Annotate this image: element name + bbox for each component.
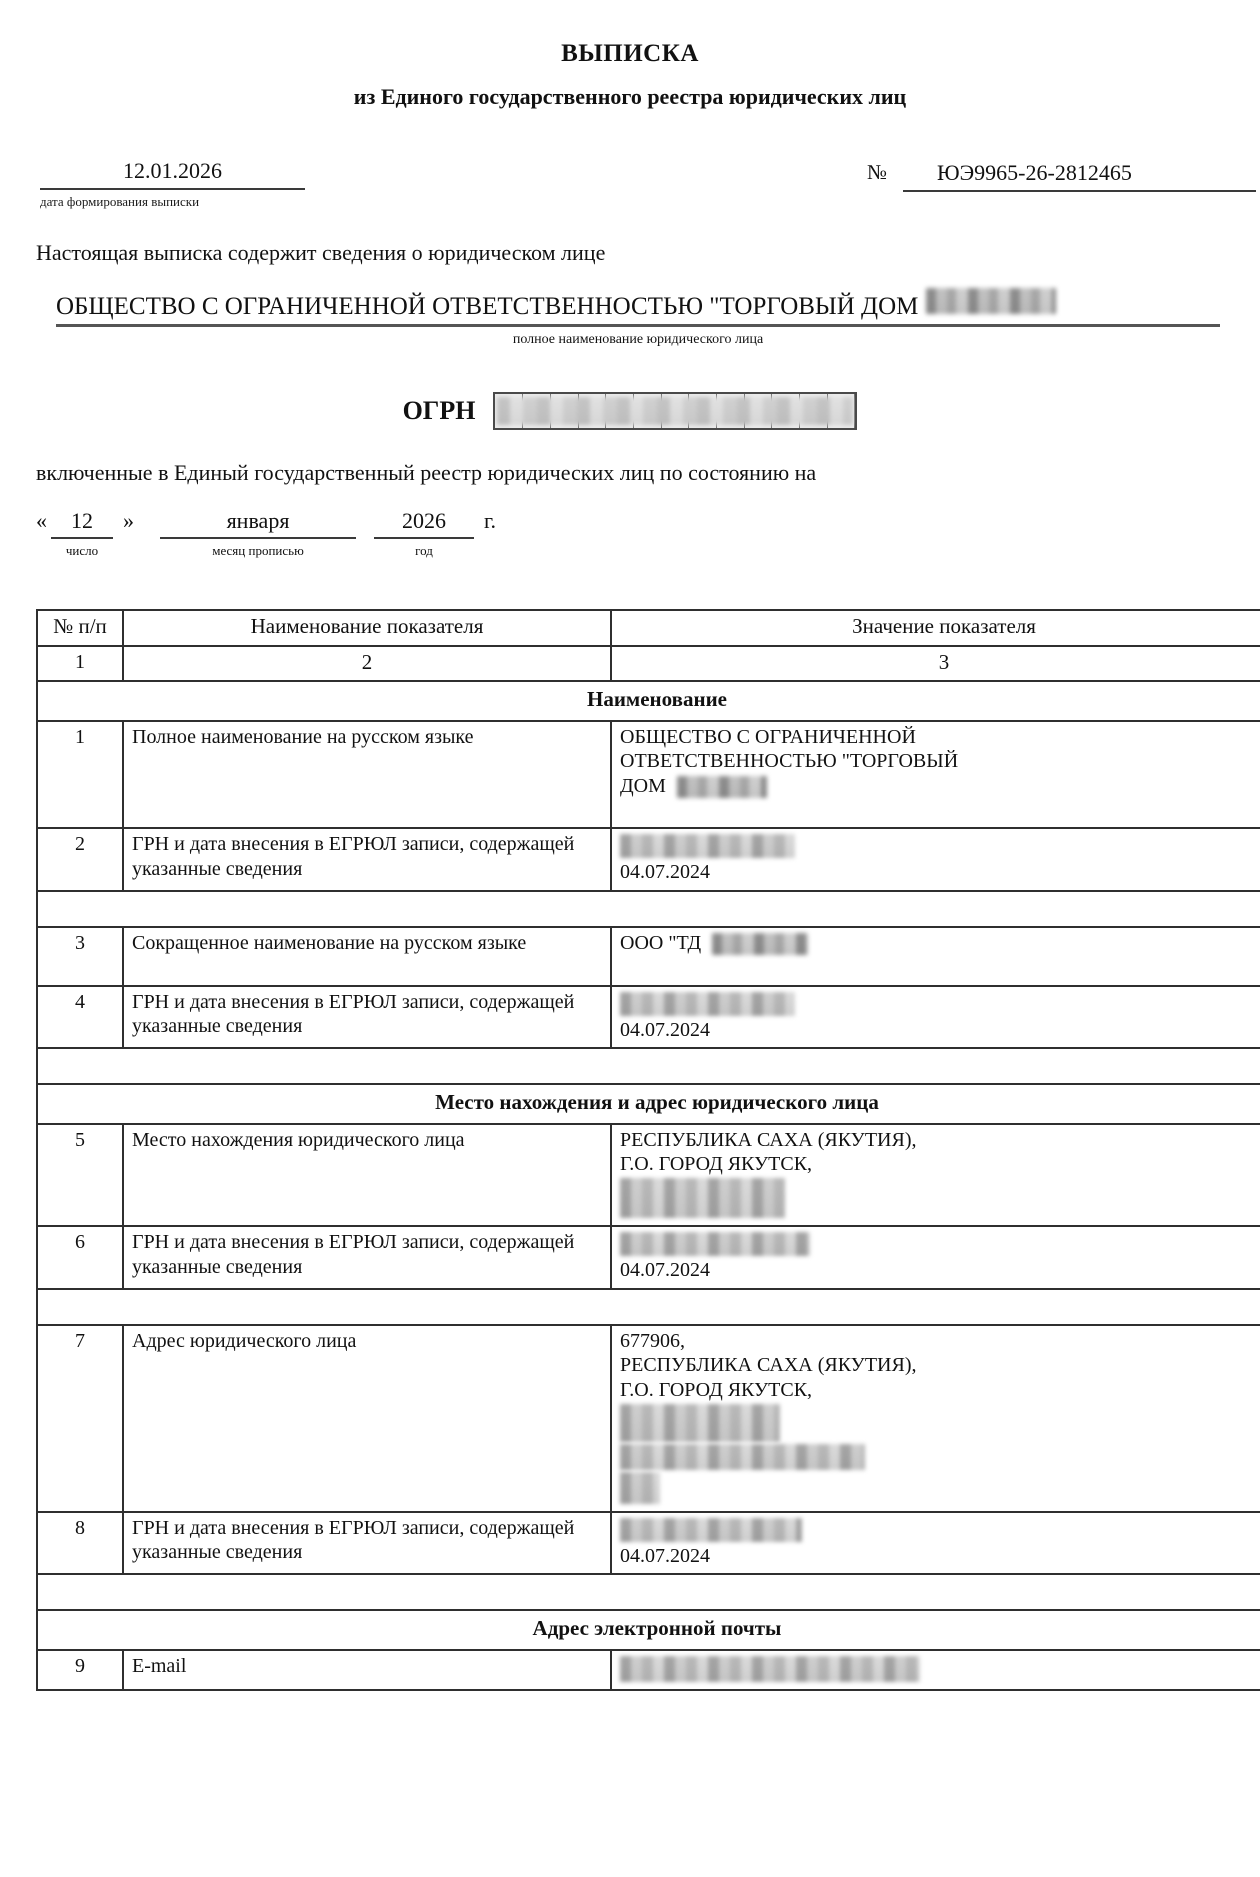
header-num: № п/п [37,610,123,646]
column-number-3: 3 [611,646,1260,682]
full-name-caption: полное наименование юридического лица [512,332,764,347]
row-num: 8 [37,1512,123,1574]
day-field [51,508,113,559]
ogrn-cell [772,394,800,428]
grn-date: 04.07.2024 [620,1544,710,1567]
value-line-text: ДОМ [620,774,666,797]
table-row [37,1124,1260,1227]
row-value [611,721,1260,829]
section-header-row [37,681,1260,721]
row-name: Полное наименование на русском языке [123,721,611,829]
grn-redaction [620,834,795,858]
grn-redaction [620,1518,802,1542]
section-header-row [37,1084,1260,1124]
row-name: E-mail [123,1650,611,1690]
full-name-block [56,288,1220,348]
month-caption: месяц прописью [212,543,304,558]
ogrn-cell [662,394,690,428]
value-line-with-redaction [620,774,1260,798]
ogrn-cell [551,394,579,428]
grn-redaction [620,992,795,1016]
value-line-text: ООО "ТД [620,931,702,954]
section-title-naimenovanie: Наименование [37,681,1260,721]
ogrn-cell [495,394,523,428]
value-line: РЕСПУБЛИКА САХА (ЯКУТИЯ), [620,1128,917,1151]
row-value [611,1325,1260,1512]
header-name: Наименование показателя [123,610,611,646]
document-number-block [867,158,1222,192]
table-row [37,1325,1260,1512]
table-row [37,1512,1260,1574]
table-header-row [37,610,1260,646]
table-spacer-row [37,1048,1260,1084]
table-row [37,828,1260,890]
row-name: ГРН и дата внесения в ЕГРЮЛ записи, содержащей указанные сведения [123,1226,611,1288]
address-redaction [620,1444,865,1470]
ogrn-cell [689,394,717,428]
row-name: Место нахождения юридического лица [123,1124,611,1227]
ogrn-row [0,392,1260,430]
document-number-value: ЮЭ9965-26-2812465 [903,158,1256,192]
document-page [0,40,1260,1877]
table-row [37,986,1260,1048]
table-row [37,1650,1260,1690]
full-name-redaction [926,288,1056,314]
value-line: Г.О. ГОРОД ЯКУТСК, [620,1378,813,1401]
spacer-cell [37,1048,1260,1084]
value-line: 677906, [620,1329,685,1352]
ogrn-cell [606,394,634,428]
document-title: ВЫПИСКА [561,40,699,67]
intro-statement: Настоящая выписка содержит сведения о юридическом лице [36,240,606,265]
row-value [611,927,1260,986]
row-num: 7 [37,1325,123,1512]
grn-date: 04.07.2024 [620,1259,710,1282]
document-number-field [903,158,1222,192]
grn-date: 04.07.2024 [620,1018,710,1041]
ogrn-cell [579,394,607,428]
email-redaction [620,1656,920,1682]
year-caption: год [415,543,433,558]
row-value [611,986,1260,1048]
row-num: 6 [37,1226,123,1288]
date-in-words-row [36,508,1260,559]
row-value [611,1650,1260,1690]
row-num: 5 [37,1124,123,1227]
grn-date: 04.07.2024 [620,861,710,884]
row-value [611,828,1260,890]
month-value: января [160,508,356,539]
table-spacer-row [37,891,1260,927]
document-subtitle: из Единого государственного реестра юридических лиц [353,84,907,109]
ogrn-cell [634,394,662,428]
section-title-email: Адрес электронной почты [37,1610,1260,1650]
section-header-row [37,1610,1260,1650]
row-name: Адрес юридического лица [123,1325,611,1512]
month-field [160,508,356,559]
row-value [611,1226,1260,1288]
column-number-2: 2 [123,646,611,682]
number-sign: № [867,160,888,184]
address-redaction [620,1404,780,1442]
quote-open: « [36,508,47,533]
spacer-cell [37,891,1260,927]
egrul-table [36,609,1260,1691]
table-spacer-row [37,1574,1260,1610]
row-name: ГРН и дата внесения в ЕГРЮЛ записи, содержащей указанные сведения [123,1512,611,1574]
spacer-cell [37,1289,1260,1325]
column-number-1: 1 [37,646,123,682]
table-spacer-row [37,1289,1260,1325]
section-title-address: Место нахождения и адрес юридического лица [37,1084,1260,1124]
formation-date-block [40,158,305,210]
year-value: 2026 [374,508,474,539]
meta-row [0,158,1260,230]
ogrn-cell [717,394,745,428]
table-row [37,1226,1260,1288]
row-num: 4 [37,986,123,1048]
row-name: Сокращенное наименование на русском языке [123,927,611,986]
ogrn-cell [745,394,773,428]
ogrn-cell [828,394,856,428]
value-redaction [677,776,767,798]
table-row [37,927,1260,986]
value-line: ОБЩЕСТВО С ОГРАНИЧЕННОЙ [620,725,916,748]
row-num: 1 [37,721,123,829]
value-line: ОТВЕТСТВЕННОСТЬЮ "ТОРГОВЫЙ [620,750,959,773]
table-row [37,721,1260,829]
year-field [374,508,474,559]
formation-date-value: 12.01.2026 [40,158,305,190]
ogrn-value-box [493,392,857,430]
ogrn-cell [800,394,828,428]
table-column-numbers-row [37,646,1260,682]
value-redaction [712,933,808,955]
ogrn-cell [523,394,551,428]
full-name-line [56,288,1220,327]
formation-date-caption: дата формирования выписки [40,194,200,209]
row-num: 9 [37,1650,123,1690]
address-redaction [620,1472,660,1504]
row-name: ГРН и дата внесения в ЕГРЮЛ записи, содержащей указанные сведения [123,986,611,1048]
grn-redaction [620,1232,810,1256]
registry-status-line: включенные в Единый государственный реестр юридических лиц по состоянию на [36,460,817,485]
full-name-text: ОБЩЕСТВО С ОГРАНИЧЕННОЙ ОТВЕТСТВЕННОСТЬЮ "ТОРГОВЫЙ ДОМ [56,293,919,320]
value-line-with-redaction [620,931,1260,955]
header-value: Значение показателя [611,610,1260,646]
day-value: 12 [51,508,113,539]
spacer-cell [37,1574,1260,1610]
day-caption: число [65,543,99,558]
row-num: 3 [37,927,123,986]
year-suffix: г. [484,508,497,533]
row-value [611,1512,1260,1574]
row-name: ГРН и дата внесения в ЕГРЮЛ записи, содержащей указанные сведения [123,828,611,890]
ogrn-label: ОГРН [402,396,476,425]
address-redaction [620,1178,785,1218]
value-line: РЕСПУБЛИКА САХА (ЯКУТИЯ), [620,1354,917,1377]
value-line: Г.О. ГОРОД ЯКУТСК, [620,1152,813,1175]
quote-close: » [123,508,134,533]
row-value [611,1124,1260,1227]
row-num: 2 [37,828,123,890]
